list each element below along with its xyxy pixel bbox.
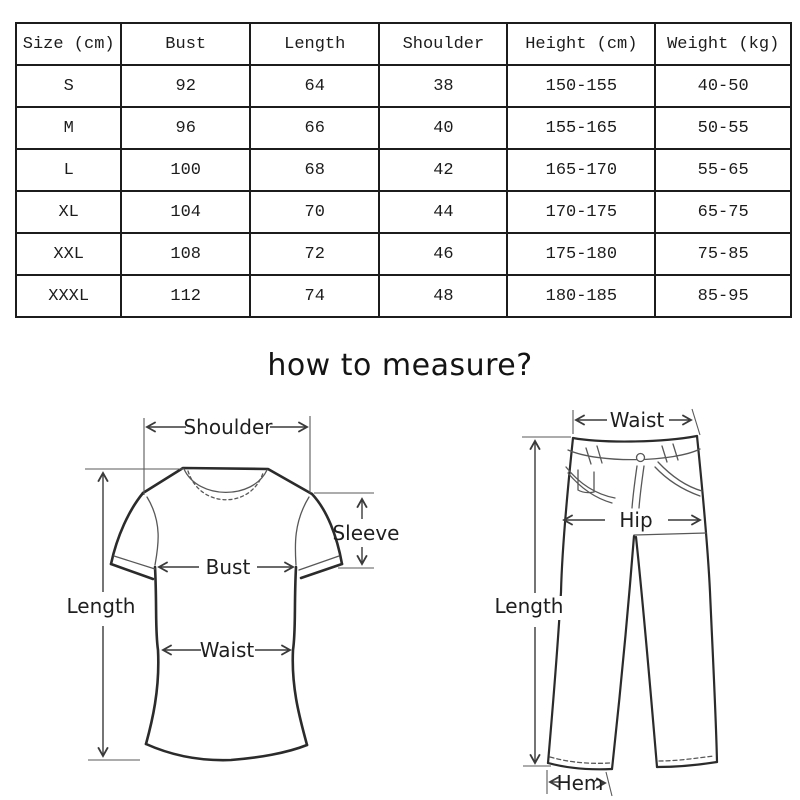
cell-shoulder: 46: [379, 233, 507, 275]
col-header-height: Height (cm): [507, 23, 655, 65]
length-label: Length: [494, 594, 564, 618]
table-header-row: [16, 23, 791, 65]
cell-height: 155-165: [507, 107, 655, 149]
col-header-bust: Bust: [121, 23, 250, 65]
cell-height: 165-170: [507, 149, 655, 191]
pants-detail-lines: [550, 444, 714, 763]
table-row: [16, 107, 791, 149]
cell-length: 74: [250, 275, 379, 317]
cell-length: 66: [250, 107, 379, 149]
cell-bust: 92: [121, 65, 250, 107]
cell-bust: 96: [121, 107, 250, 149]
waist-label: Waist: [609, 408, 665, 432]
table-row: [16, 275, 791, 317]
cell-weight: 65-75: [655, 191, 791, 233]
cell-bust: 108: [121, 233, 250, 275]
hem-label: Hem: [556, 771, 604, 795]
sleeve-label: Sleeve: [332, 521, 400, 545]
cell-size: XXXL: [16, 275, 121, 317]
cell-bust: 112: [121, 275, 250, 317]
cell-shoulder: 40: [379, 107, 507, 149]
fly-button: [637, 454, 645, 462]
bust-label: Bust: [205, 555, 251, 579]
hip-label: Hip: [619, 508, 653, 532]
cell-shoulder: 44: [379, 191, 507, 233]
how-to-measure-heading: how to measure?: [267, 348, 533, 383]
cell-size: XL: [16, 191, 121, 233]
cell-height: 170-175: [507, 191, 655, 233]
cell-size: S: [16, 65, 121, 107]
cell-weight: 85-95: [655, 275, 791, 317]
table-row: [16, 149, 791, 191]
cell-weight: 75-85: [655, 233, 791, 275]
cell-size: XXL: [16, 233, 121, 275]
cell-shoulder: 42: [379, 149, 507, 191]
cell-weight: 55-65: [655, 149, 791, 191]
cell-length: 64: [250, 65, 379, 107]
shoulder-label: Shoulder: [183, 415, 273, 439]
tshirt-measurement-diagram: [40, 400, 410, 800]
cell-bust: 100: [121, 149, 250, 191]
cell-shoulder: 38: [379, 65, 507, 107]
table-row: [16, 65, 791, 107]
col-header-shoulder: Shoulder: [379, 23, 507, 65]
cell-length: 68: [250, 149, 379, 191]
cell-weight: 40-50: [655, 65, 791, 107]
cell-height: 180-185: [507, 275, 655, 317]
col-header-length: Length: [250, 23, 379, 65]
col-header-weight: Weight (kg): [655, 23, 791, 65]
cell-length: 72: [250, 233, 379, 275]
size-chart-table: [15, 22, 792, 318]
table-row: [16, 233, 791, 275]
cell-height: 175-180: [507, 233, 655, 275]
pants-measurement-diagram: [480, 400, 790, 800]
cell-size: M: [16, 107, 121, 149]
length-label: Length: [66, 594, 136, 618]
cell-shoulder: 48: [379, 275, 507, 317]
cell-bust: 104: [121, 191, 250, 233]
cell-height: 150-155: [507, 65, 655, 107]
waist-label: Waist: [199, 638, 255, 662]
cell-size: L: [16, 149, 121, 191]
tshirt-outline: [111, 468, 342, 760]
cell-weight: 50-55: [655, 107, 791, 149]
col-header-size: Size (cm): [16, 23, 121, 65]
cell-length: 70: [250, 191, 379, 233]
pants-outline: [548, 436, 717, 769]
table-row: [16, 191, 791, 233]
